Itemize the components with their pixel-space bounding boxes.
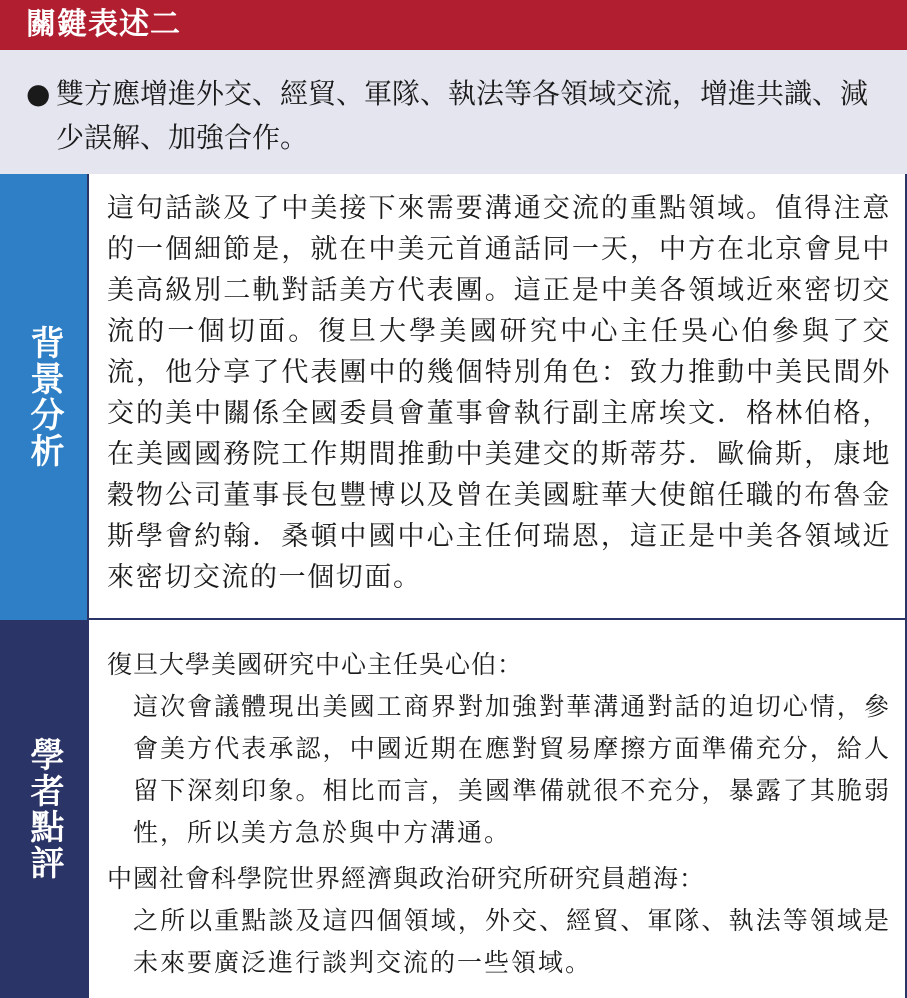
speaker-name: 中國社會科學院世界經濟與政治研究所研究員趙海： bbox=[107, 864, 706, 893]
background-text: 這句話談及了中美接下來需要溝通交流的重點領域。值得注意的一個細節是，就在中美元首通話同一天，中方在北京會見中美高級別二軌對話美方代表團。這正是中美各領域近來密切交流的一個切面。復旦大學美國研究中心主任吳心伯參與了交流，他分享了代表團中的幾個特別角色：致力推動中美民間外交的美中關係全國委員會董事會執行副主席埃文．格林伯格，在美國國務院工作期間推動中美建交的斯蒂芬．歐倫斯，康地穀物公司董事長包豐博以及曾在美國駐華大使館任職的布魯金斯學會約翰．桑頓中國中心主任何瑞恩，這正是中美各領域近來密切交流的一個切面。 bbox=[107, 193, 891, 593]
section-title: 關鍵表述二 bbox=[26, 7, 181, 42]
analysis-table bbox=[0, 174, 907, 998]
speaker-quote: 這次會議體現出美國工商界對加強對華溝通對話的迫切心情，參會美方代表承認，中國近期在應對貿易摩擦方面準備充分，給人留下深刻印象。相比而言，美國準備就很不充分，暴露了其脆弱性，所以美方急於與中方溝通。 bbox=[133, 692, 891, 847]
key-statement-box bbox=[0, 50, 907, 174]
background-label-cell bbox=[0, 174, 87, 620]
speaker-quote: 之所以重點談及這四個領域，外交、經貿、軍隊、執法等領域是未來要廣泛進行談判交流的一些領域。 bbox=[133, 906, 891, 977]
scholar-label-cell bbox=[0, 620, 87, 998]
background-content-cell bbox=[87, 174, 907, 620]
speaker-name: 復旦大學美國研究中心主任吳心伯： bbox=[107, 650, 524, 679]
title-bar bbox=[0, 0, 907, 50]
scholar-content-cell bbox=[87, 620, 907, 998]
background-label: 背景分析 bbox=[24, 325, 64, 469]
key-statement-text: 雙方應增進外交、經貿、軍隊、執法等各領域交流，增進共識、減少誤解、加強合作。 bbox=[56, 77, 869, 154]
scholar-label: 學者點評 bbox=[24, 737, 64, 881]
bullet-icon: ● bbox=[26, 77, 51, 110]
